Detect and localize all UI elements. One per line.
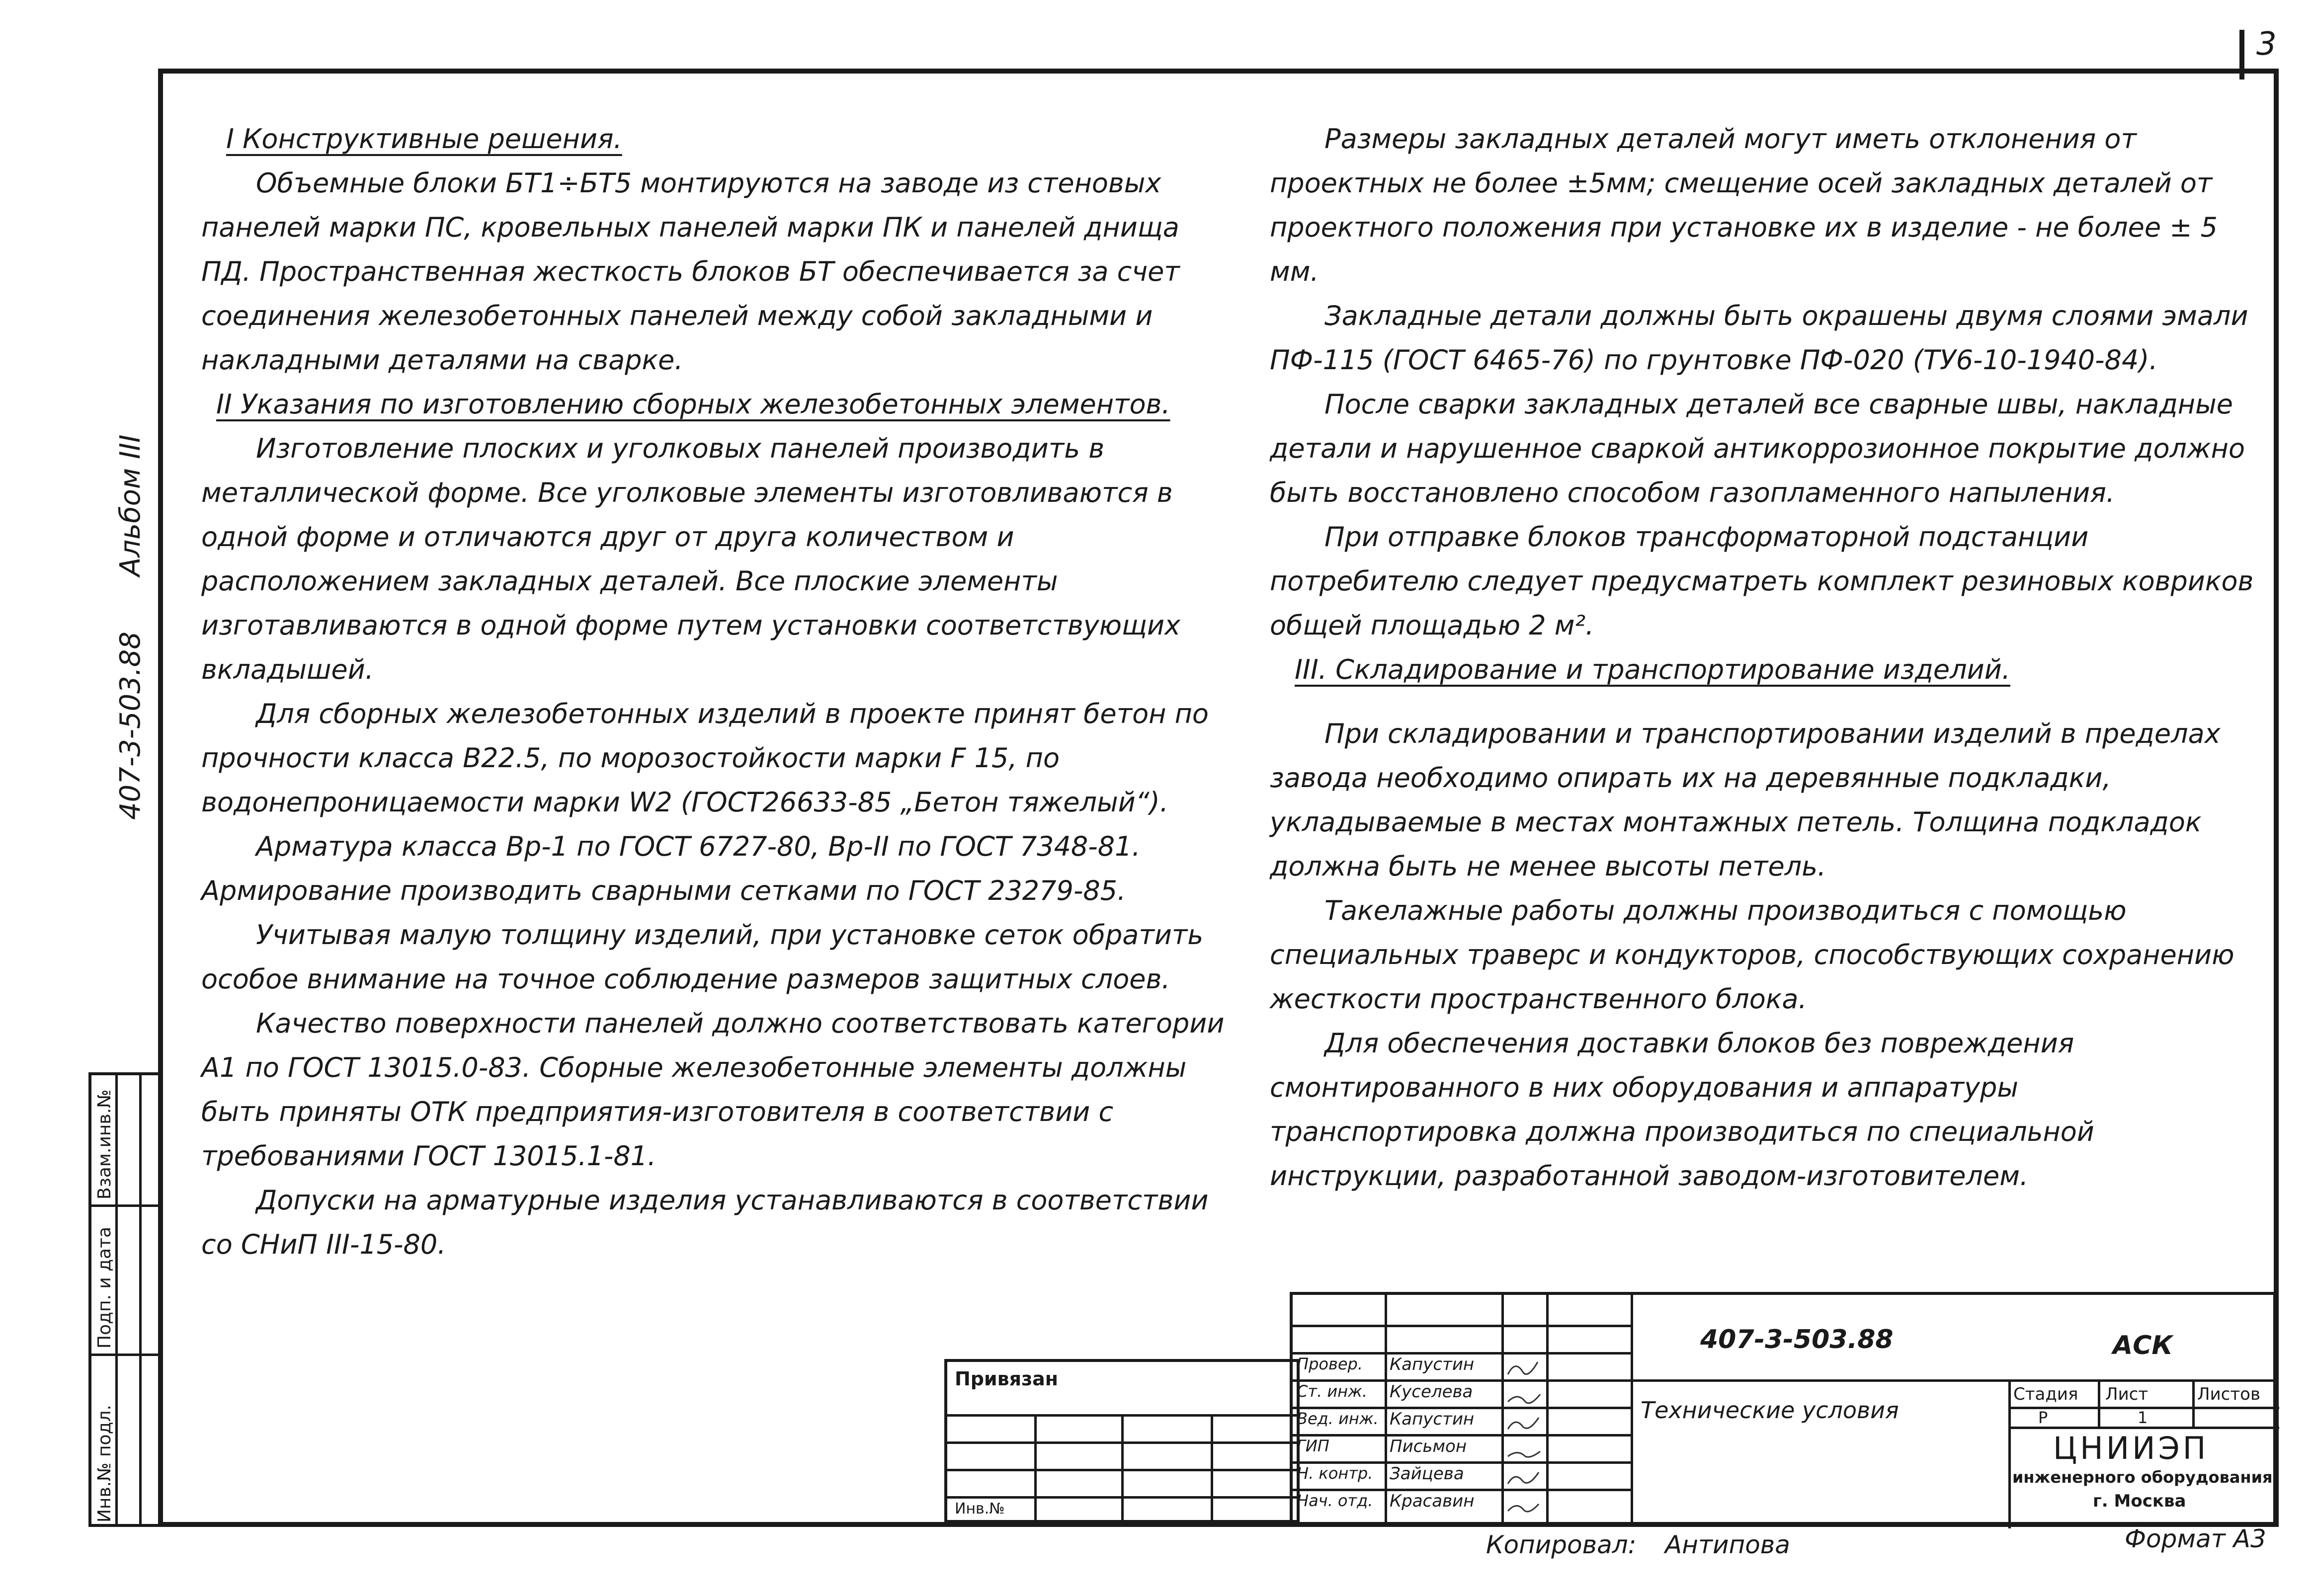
table-line: [2008, 1379, 2011, 1528]
paragraph: Арматура класса Вр-1 по ГОСТ 6727-80, Вр-II по ГОСТ 7348-81. Армирование производить сварными сетками по ГОСТ 23279-85.: [201, 831, 1141, 906]
inventory-label: Инв.№: [955, 1500, 1005, 1517]
signer-name: Куселева: [1390, 1382, 1473, 1402]
section-heading-2: II Указания по изготовлению сборных железобетонных элементов.: [216, 389, 1170, 420]
copied-by-name: Антипова: [1665, 1530, 1790, 1559]
sheet-label: Лист: [2105, 1384, 2148, 1404]
side-label-inv-podl: Инв.№ подл.: [94, 1405, 115, 1522]
org-subtitle: инженерного оборудования: [2012, 1468, 2273, 1487]
spacer: [1270, 692, 2254, 712]
side-stamp-col-2: [115, 1075, 142, 1524]
table-line: [1034, 1414, 1037, 1523]
side-label-vzam-inv: Взам.инв.№: [94, 1089, 115, 1199]
stage-value: Р: [2038, 1408, 2048, 1427]
section-heading-1: I Конструктивные решения.: [226, 123, 622, 155]
paragraph: Изготовление плоских и уголковых панелей производить в металлической форме. Все уголковые элементы изготовливаются в одной форме и отличаются друг от друга количеством и расположением закладных деталей. Все плоские элементы изготавливаются в одной форме путем установки соответствующих вкладышей.: [201, 433, 1181, 685]
table-line: [1293, 1325, 1631, 1327]
paragraph: После сварки закладных деталей все сварные швы, накладные детали и нарушенное сваркой антикоррозионное покрытие должно быть восстановлено способом газопламенного напыления.: [1270, 389, 2245, 508]
copied-by-label: Копировал:: [1486, 1530, 1637, 1559]
sheet-format: Формат А3: [2125, 1524, 2266, 1553]
table-line: [2098, 1379, 2100, 1427]
paragraph: Для сборных железобетонных изделий в проекте принят бетон по прочности класса В22.5, по морозостойкости марки F 15, по водонепроницаемости марки W2 (ГОСТ26633-85 „Бетон тяжелый“).: [201, 698, 1209, 818]
signer-name: Капустин: [1390, 1409, 1475, 1429]
sheet-value: 1: [2138, 1408, 2148, 1427]
signer-name: Письмон: [1390, 1436, 1467, 1456]
signer-name: Капустин: [1390, 1355, 1475, 1374]
role-label: Ст. инж.: [1297, 1382, 1368, 1401]
doc-mark: АСК: [2113, 1331, 2173, 1360]
org-name: ЦНИИЭП: [2053, 1430, 2209, 1466]
attachment-label: Привязан: [955, 1368, 1059, 1390]
paragraph: При отправке блоков трансформаторной подстанции потребителю следует предусматреть комплект резиновых ковриков общей площадью 2 м².: [1270, 521, 2254, 641]
table-line: [2192, 1379, 2195, 1427]
corner-mark: [2239, 30, 2244, 80]
role-label: Вед. инж.: [1297, 1409, 1379, 1428]
signer-name: Зайцева: [1390, 1464, 1464, 1484]
paragraph: Такелажные работы должны производиться с помощью специальных траверс и кондукторов, способствующих сохранению жесткости пространственного блока.: [1270, 895, 2234, 1015]
role-label: ГИП: [1297, 1436, 1329, 1455]
title-block: [1290, 1292, 2276, 1525]
table-line: [1211, 1414, 1213, 1523]
paragraph: Для обеспечения доставки блоков без повреждения смонтированного в них оборудования и аппаратуры транспортировка должна производиться по специальной инструкции, разработанной заводом-изготовителем.: [1270, 1028, 2094, 1192]
paragraph: Объемные блоки БТ1÷БТ5 монтируются на заводе из стеновых панелей марки ПС, кровельных панелей марки ПК и панелей днища ПД. Пространственная жесткость блоков БТ обеспечивается за счет соединения железобетонных панелей между собой закладными и накладными деталями на сварке.: [201, 167, 1180, 376]
doc-title: Технические условия: [1641, 1397, 1899, 1424]
side-album-label: Альбом III: [114, 434, 147, 576]
paragraph: Допуски на арматурные изделия устанавливаются в соответствии со СНиП III-15-80.: [201, 1185, 1209, 1260]
frame-top-border: [158, 69, 2278, 74]
doc-code: 407-3-503.88: [1700, 1325, 1894, 1355]
paragraph: Закладные детали должны быть окрашены двумя слоями эмали ПФ-115 (ГОСТ 6465-76) по грунтовке ПФ-020 (ТУ6-10-1940-84).: [1270, 300, 2248, 376]
table-line: [1631, 1295, 1633, 1522]
table-line: [1121, 1414, 1124, 1523]
paragraph: Учитывая малую толщину изделий, при установке сеток обратить особое внимание на точное соблюдение размеров защитных слоев.: [201, 919, 1204, 995]
role-label: Нач. отд.: [1297, 1491, 1373, 1510]
role-label: Н. контр.: [1297, 1464, 1373, 1483]
section-heading-3: III. Складирование и транспортирование изделий.: [1295, 654, 2010, 685]
sheets-label: Листов: [2197, 1384, 2261, 1404]
org-city: г. Москва: [2093, 1491, 2186, 1511]
side-label-podp-data: Подп. и дата: [94, 1226, 115, 1349]
attachment-table: [944, 1359, 1300, 1523]
signatures-graphic: [1504, 1355, 1544, 1518]
side-stamp-row-2: [91, 1354, 160, 1356]
side-stamp-strip: [88, 1072, 163, 1527]
left-text-column: [201, 117, 1235, 1267]
paragraph: Качество поверхности панелей должно соответствовать категории А1 по ГОСТ 13015.0-83. Сборные железобетонные элементы должны быть приняты ОТК предприятия-изготовителя в соответствии с требованиями ГОСТ 13015.1-81.: [201, 1008, 1225, 1172]
role-label: Провер.: [1297, 1355, 1363, 1373]
paragraph: Размеры закладных деталей могут иметь отклонения от проектных не более ±5мм; смещение осей закладных деталей от проектного положения при установке их в изделие - не более ± 5 мм.: [1270, 123, 2218, 287]
right-text-column: [1270, 117, 2254, 1198]
paragraph: При складировании и транспортировании изделий в пределах завода необходимо опирать их на деревянные подкладки, укладываемые в местах монтажных петель. Толщина подкладок должна быть не менее высоты петель.: [1270, 718, 2221, 882]
side-stamp-row-1: [91, 1204, 160, 1207]
page-number: 3: [2256, 26, 2277, 63]
stage-label: Стадия: [2013, 1384, 2078, 1404]
side-doc-code: 407-3-503.88: [114, 632, 147, 820]
signer-name: Красавин: [1390, 1491, 1475, 1511]
